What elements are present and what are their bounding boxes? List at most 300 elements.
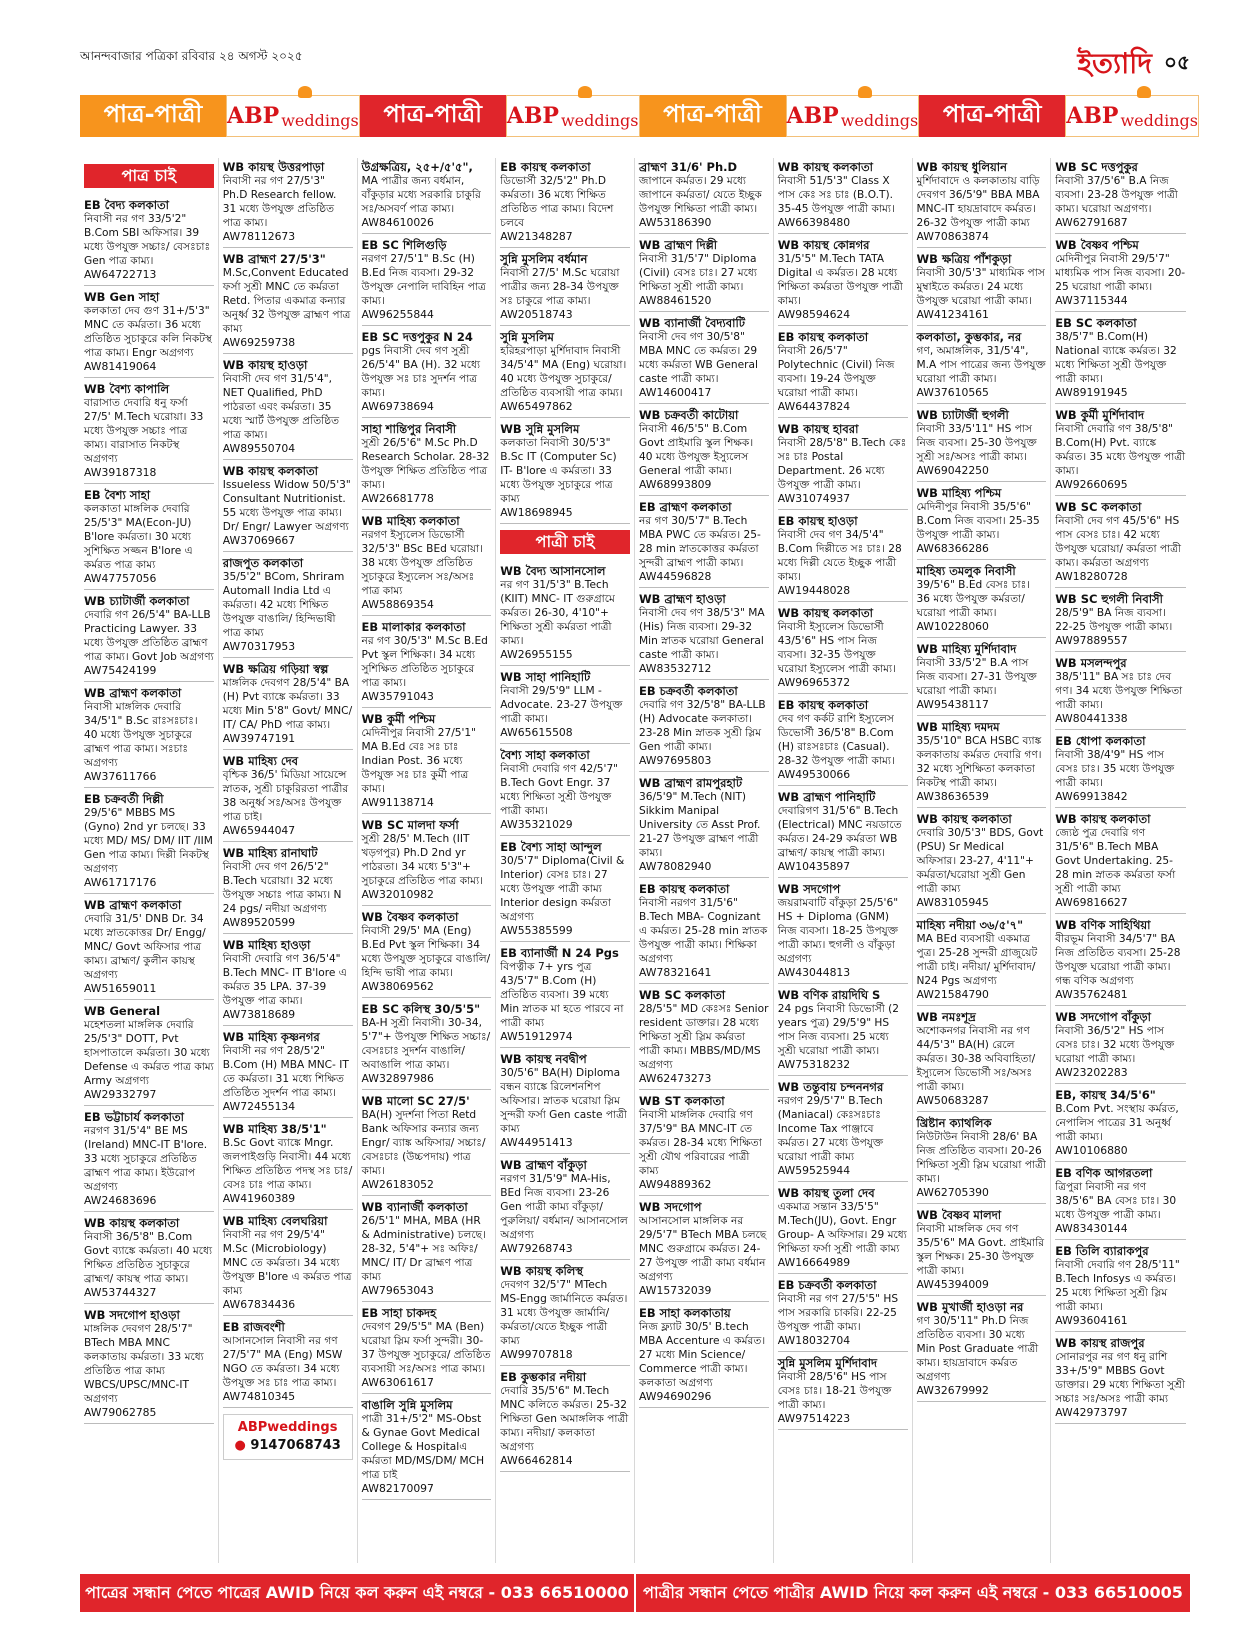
- classified-ad: [1055, 916, 1186, 1006]
- ad-code: AW32010982: [361, 888, 434, 901]
- ad-title: WB ব্রাহ্মণ রামপুরহাট: [639, 776, 743, 790]
- ad-body: M.Sc,Convent Educated ফর্সা সুশ্রী MNC তে কর্মরতা Retd. পিতার একমাত্র কন্যার অনুর্ধ্ব 32 উপযুক্ত ব্রাহ্মণ পাত্র কাম্য: [222, 267, 351, 335]
- classified-ad: [84, 486, 214, 590]
- classified-ad: [917, 484, 1047, 560]
- ad-body: নর গণ 30/5'7" B.Tech MBA PWC তে কর্মরত। 25-28 min স্নাতকোত্তর কর্মরতা সুন্দরী ব্রাহ্মণ পাত্রী কাম্য।: [639, 515, 761, 569]
- ad-body: MA BEd ব্যবসায়ী একমাত্র পুত্র। 25-28 সুন্দরী গ্রাজুয়েট পাত্রী চাই। নদীয়া/ মুর্শিদাবাদ/ N24 Pgs অগ্রগণ্য: [916, 933, 1038, 987]
- classified-ad: [639, 236, 769, 312]
- ad-body: হরিহরপাড়া মুর্শিদাবাদ নিবাসী 34/5'4" MA (Eng) ঘরোয়া। 40 মধ্যে উপযুক্ত সুচাকুরে/ প্রতিষ্ঠিত ব্যবসায়ী পাত্র কাম্য।: [500, 345, 627, 399]
- banner-block: [80, 95, 360, 137]
- ad-code: AW18032704: [777, 1334, 851, 1347]
- classified-ad: [362, 512, 492, 616]
- footer-groom-contact: পাত্রের সন্ধান পেতে পাত্রের AWID নিয়ে কল করুন এই নম্বরে - 033 66510000: [85, 1582, 629, 1602]
- ad-code: AW26955155: [500, 648, 573, 661]
- ad-body: নিবাসী দেবারি গণ 28/5'11" B.Tech Infosys এ কর্মরত। 25 মধ্যে শিক্ষিতা সুশ্রী স্লিম পাত্রী কাম্য।: [1055, 1259, 1180, 1313]
- ad-title: EB চক্রবর্তী কলকাতা: [639, 684, 738, 698]
- classified-ad: [778, 236, 908, 326]
- ad-title: EB কায়স্থ কলকাতা: [777, 698, 869, 712]
- ad-code: AW44951413: [500, 1136, 573, 1149]
- ad-title: WB বণিক সাহিথিয়া: [1055, 918, 1151, 932]
- ad-title: উগ্রক্ষত্রিয়, ২৫+/৫'৫",: [361, 160, 473, 174]
- classified-ad: [639, 406, 769, 496]
- butterfly-icon: [1137, 86, 1151, 98]
- ad-code: AW31074937: [777, 492, 851, 505]
- ad-code: AW61717176: [84, 876, 157, 889]
- ad-title: EB ভট্টাচার্য কলকাতা: [84, 1110, 184, 1124]
- classified-ad: [500, 158, 630, 248]
- ad-body: গণ, অমাঙ্গলিক, 31/5'4", M.A পাস পাত্রের জন্য উপযুক্ত ঘরোয়া পাত্রী কাম্য।: [916, 345, 1046, 385]
- classified-ad: [223, 1318, 353, 1408]
- classified-ad: [639, 774, 769, 878]
- ad-body: পাত্রী 31+/5'2" MS-Obst & Gynae Govt Medical College & Hospitalএ কর্মরতা MD/MS/DM/ MCH পাত্র চাই: [361, 1413, 485, 1481]
- ad-title: WB বণিক রায়দিঘি S: [777, 988, 881, 1002]
- ad-code: AW79268743: [500, 1242, 573, 1255]
- ad-code: AW67834436: [222, 1298, 296, 1311]
- ad-code: AW91138714: [361, 796, 434, 809]
- ad-code: AW10435897: [777, 860, 851, 873]
- ad-body: মুর্শিদাবাদে ও কলকাতায় বাড়ি দেবগণ 36/5'9" BBA MBA MNC-IT হায়দ্রাবাদে কর্মরত। 26-32 উপযুক্ত পাত্রী কাম্য: [916, 175, 1040, 229]
- ad-title: WB কায়স্থ ধুলিয়ান: [916, 160, 1008, 174]
- ad-title: WB ব্রাহ্মণ হাওড়া: [639, 592, 726, 606]
- classified-ad: [223, 554, 353, 658]
- ad-body: কলকাতা দেব গুণ 31+/5'3" MNC তে কর্মরতা। 36 মধ্যে প্রতিষ্ঠিত সুচাকুরে কলি নিকটস্থ পাত্র কাম্য। Engr অগ্রগণ্য: [84, 305, 213, 359]
- ad-body: নর গণ 30/5'3" M.Sc B.Ed Pvt স্কুল শিক্ষিকা। 34 মধ্যে সুশিক্ষিত প্রতিষ্ঠিত সুচাকুরে পাত্র কাম্য।: [361, 635, 488, 689]
- ad-code: AW65615508: [500, 726, 573, 739]
- ad-column: [913, 158, 1052, 1563]
- ad-code: AW66462814: [500, 1454, 573, 1467]
- ad-title: ব্রাহ্মণ 31/6' Ph.D: [639, 160, 738, 174]
- classified-ad: [1055, 810, 1186, 914]
- ad-code: AW10106880: [1055, 1144, 1128, 1157]
- ad-body: নিবাসী দেবারি গণ 36/5'4" B.Tech MNC- IT B'lore এ কর্মরত 35 LPA. 37-39 উপযুক্ত পাত্র কাম্য।: [222, 953, 347, 1007]
- ad-code: AW35321029: [500, 818, 573, 831]
- ad-title: WB সুন্নি মুসলিম: [500, 422, 580, 436]
- ad-title: WB সদগোপ হাওড়া: [84, 1308, 180, 1322]
- classified-ad: [639, 880, 769, 984]
- ad-code: AW82170097: [361, 1482, 434, 1495]
- ad-title: WB বৈশ্য কাপালি: [84, 382, 170, 396]
- ad-title: WB মাহিষ্য কৃষ্ণনগর: [222, 1030, 320, 1044]
- ad-column: [80, 158, 219, 1563]
- banner-block: [360, 95, 640, 137]
- ad-title: WB কায়স্থ কলকাতা: [777, 606, 873, 620]
- ad-body: BA(H) সুদর্শনা পিতা Retd Bank অফিসার কন্যার জন্য Engr/ ব্যাঙ্ক অফিসার/ সচ্চাঃ/ বেসঃচাঃ (উচ্চপদায়) পাত্র কাম্য।: [361, 1109, 486, 1177]
- classified-columns: [80, 158, 1190, 1563]
- ad-title: WB SC মালদা ফর্সা: [361, 818, 459, 832]
- ad-title: EB তিলি ব্যারাকপুর: [1055, 1244, 1149, 1258]
- ad-column: [635, 158, 774, 1563]
- classified-ad: [223, 660, 353, 750]
- ad-body: সোনারপুর নর গণ ধনু রাশি 33+/5'9" MBBS Govt ডাক্তার। 29 মধ্যে শিক্ষিতা সুশ্রী সচ্চাঃ সঃ/অসঃ পাত্রী কাম্য: [1055, 1351, 1186, 1405]
- ad-body: জ্যেষ্ঠ পুত্র দেবারি গণ 31/5'6" B.Tech MBA Govt Undertaking. 25-28 min স্নাতক কর্মরতা ফর্সা সুশ্রী পাত্রী কাম্য: [1055, 827, 1176, 895]
- ad-body: ডিভোর্সী 32/5'2" Ph.D কর্মরতা। 36 মধ্যে শিক্ষিত প্রতিষ্ঠিত পাত্র কাম্য। বিদেশ চলবে: [500, 175, 614, 229]
- ad-code: AW18280728: [1055, 570, 1128, 583]
- ad-title: EB SC দত্তপুকুর N 24: [361, 330, 473, 344]
- classified-ad: [1055, 1334, 1186, 1424]
- ad-body: নিবাসী ইস্যুলেস ডিভোর্সী 43/5'6" HS পাস নিজ ব্যবসা। 32-35 উপযুক্ত ঘরোয়া ইস্যুলেস পাত্রী কাম্য।: [777, 621, 896, 675]
- classified-ad: [639, 590, 769, 680]
- classified-ad: [1055, 1164, 1186, 1240]
- classified-ad: [362, 158, 492, 234]
- ad-body: নিবাসী 51/5'3" Class X পাস কেঃ সঃ চাঃ (B.O.T). 35-45 উপযুক্ত পাত্রী কাম্য।: [777, 175, 895, 215]
- classified-ad: [1055, 1086, 1186, 1162]
- ad-body: মেদিনীপুর নিবাসী 29/5'7" মাধ্যমিক পাস নিজ ব্যবসা। 20-25 ঘরোয়া পাত্রী কাম্য।: [1055, 253, 1186, 293]
- ad-code: AW78321641: [639, 966, 712, 979]
- ad-title: WB চক্রবর্তী কাটোয়া: [639, 408, 739, 422]
- classified-ad: [639, 1198, 769, 1302]
- classified-ad: [223, 1028, 353, 1118]
- ad-body: নিবাসী 29/5' MA (Eng) B.Ed Pvt স্কুল শিক্ষিকা। 34 মধ্যে উপযুক্ত সুচাকুরে বাঙালি/ হিন্দি ভাষী পাত্র কাম্য।: [361, 925, 491, 979]
- ad-title: মাহিষ্য তমলুক নিবাসী: [916, 564, 1016, 578]
- classified-ad: [778, 986, 908, 1076]
- footer-bride-contact: পাত্রীর সন্ধান পেতে পাত্রীর AWID নিয়ে কল করুন এই নম্বরে - 033 66510005: [634, 1574, 1190, 1612]
- ad-code: AW65944047: [222, 824, 296, 837]
- classified-ad: [917, 718, 1047, 808]
- ad-code: AW70863874: [916, 230, 989, 243]
- ad-title: WB SC দত্তপুকুর: [1055, 160, 1138, 174]
- ad-title: EB বৈশ্য সাহা: [84, 488, 151, 502]
- ad-code: AW29332797: [84, 1088, 157, 1101]
- classified-ad: [639, 314, 769, 404]
- ad-body: দেবগণ 32/5'7" MTech MS-Engg জার্মানিতে কর্মরত। 31 মধ্যে উপযুক্ত জার্মানি/কর্মরতা/যেতে ইচ্ছুক পাত্রী কাম্য: [500, 1279, 628, 1347]
- classified-ad: [500, 250, 630, 326]
- classified-ad: [84, 684, 214, 788]
- ad-body: 31/5'5" M.Tech TATA Digital এ কর্মরত। 28 মধ্যে শিক্ষিতা কর্মরতা উপযুক্ত পাত্রী কাম্য।: [777, 253, 903, 307]
- ad-code: AW78082940: [639, 860, 712, 873]
- ad-code: AW79653043: [361, 1284, 434, 1297]
- ad-code: AW94889362: [639, 1178, 712, 1191]
- ad-code: AW32897986: [361, 1072, 434, 1085]
- ad-title: EB ধোপা কলকাতা: [1055, 734, 1146, 748]
- ad-body: নিবাসী দেব গণ 30/5'8" MBA MNC তে কর্মরত। 29 মধ্যে কর্মরতা WB General caste পাত্রী কাম্য।: [639, 331, 758, 385]
- ad-body: সুশ্রী 28/5' M.Tech (IIT খড়গপুর) Ph.D 2nd yr পাঠরতা। 34 মধ্যে 5'3"+ সুচাকুরে প্রতিষ্ঠিত পাত্র কাম্য।: [361, 833, 483, 887]
- classified-ad: [917, 1008, 1047, 1112]
- ad-code: AW80441338: [1055, 712, 1128, 725]
- ad-body: নিবাসী দেব গণ 38/5'3" MA (His) নিজ ব্যবসা। 29-32 Min স্নাতক ঘরোয়া General caste পাত্রী কাম্য।: [639, 607, 765, 661]
- ad-title: WB কায়স্থ কলকাতা: [84, 1216, 180, 1230]
- classified-ad: [362, 1396, 492, 1500]
- classified-ad: [500, 838, 630, 942]
- ad-body: জাপানে কর্মরত। 29 মধ্যে জাপানে কর্মরতা/ যেতে ইচ্ছুক উপযুক্ত শিক্ষিতা পাত্রী কাম্য।: [639, 175, 762, 215]
- ad-code: AW21348287: [500, 230, 573, 243]
- ad-code: AW88461520: [639, 294, 712, 307]
- contact-phone: ● 9147068743: [230, 1439, 346, 1453]
- ad-title: EB রাজবংশী: [222, 1320, 285, 1334]
- ad-title: সুন্নি মুসলিম: [500, 330, 554, 344]
- ad-body: নরগণ 27/5'1" B.Sc (H) B.Ed নিজ ব্যবসা। 29-32 উপযুক্ত নেপালি দাবিহিন পাত্র কাম্য।: [361, 253, 486, 307]
- ad-body: নিবাসী 30/5'3" মাধ্যমিক পাস মুম্বাইতে কর্মরত। 24 মধ্যে উপযুক্ত ঘরোয়া পাত্রী কাম্য।: [916, 267, 1045, 307]
- classified-ad: [84, 1306, 214, 1424]
- classified-ad: [778, 788, 908, 878]
- ad-title: WB মসলন্দপুর: [1055, 656, 1127, 670]
- ad-body: BA-H সুশ্রী নিবাসী। 30-34, 5'7"+ উপযুক্ত শিক্ষিত সচ্চাঃ/বেসঃচাঃ সুদর্শন বাঙালি/অবাঙালি পাত্র কাম্য।: [361, 1017, 491, 1071]
- ad-body: 30/5'7" Diploma(Civil & Interior) বেসঃ চাঃ। 27 মধ্যে উপযুক্ত পাত্রী কাম্য Interior design কর্মরতা অগ্রগণ্য: [500, 855, 625, 923]
- ad-title: WB মাহিষ্য দেব: [222, 754, 299, 768]
- page-number: ০৫: [1164, 50, 1190, 74]
- ad-body: নিবাসী 28/5'8" B.Tech কেঃ সঃ চাঃ Postal Department. 26 মধ্যে উপযুক্ত পাত্রী কাম্য।: [777, 437, 907, 491]
- ad-title: WB মাহিষ্য কলকাতা: [361, 514, 460, 528]
- ad-title: বৈশ্য সাহা কলকাতা: [500, 748, 590, 762]
- classified-ad: [500, 1368, 630, 1472]
- ad-title: WB মাহিষ্য 38/5'1": [222, 1122, 327, 1136]
- classified-ad: [84, 592, 214, 682]
- ad-code: AW59525944: [777, 1164, 851, 1177]
- butterfly-icon: [578, 86, 592, 98]
- ad-code: AW37069667: [222, 534, 296, 547]
- ad-code: AW94690296: [639, 1390, 712, 1403]
- abp-weddings-logo: ABP weddings: [226, 95, 360, 137]
- ad-code: AW37610565: [916, 386, 989, 399]
- classified-ad: [778, 328, 908, 418]
- ad-body: 24 pgs নিবাসী ডিভোর্সী (2 years পুত্র) 29/5'9" HS পাস নিজ ব্যবসা। 25 মধ্যে সুশ্রী ঘরোয়া পাত্রী কাম্য।: [777, 1003, 899, 1057]
- ad-title: WB নমঃশূদ্র: [916, 1010, 976, 1024]
- ad-body: 38/5'7" B.Com(H) National ব্যাঙ্কে কর্মরত। 32 মধ্যে শিক্ষিতা সুশ্রী উপযুক্ত পাত্রী কাম্য।: [1055, 331, 1177, 385]
- ad-body: আসানসোল নিবাসী নর গণ 27/5'7" MA (Eng) MSW NGO তে কর্মরতা। 34 মধ্যে উপযুক্ত সঃ চাঃ পাত্র কাম্য।: [222, 1335, 343, 1389]
- ad-title: WB বৈদ্য আসানসোল: [500, 564, 606, 578]
- ad-code: AW83532712: [639, 662, 712, 675]
- classified-ad: [1055, 158, 1186, 234]
- ad-title: EB কায়স্থ কলকাতা: [777, 330, 869, 344]
- ad-body: 28/5'9" BA নিজ ব্যবসা। 22-25 উপযুক্ত পাত্রী কাম্য।: [1055, 607, 1173, 633]
- ad-code: AW62791687: [1055, 216, 1128, 229]
- ad-code: AW97889557: [1055, 634, 1128, 647]
- ad-body: বীরভূম নিবাসী 34/5'7" BA নিজ প্রতিষ্ঠিত ব্যবসা। 25-28 উপযুক্ত ঘরোয়া পাত্রী কাম্য। গন্ধ বণিক অগ্রগণ্য: [1055, 933, 1181, 987]
- banner-label: পাত্র-পাত্রী: [919, 95, 1065, 137]
- classified-ad: [84, 196, 214, 286]
- abp-weddings-contact: [223, 1414, 353, 1460]
- ad-code: AW37115344: [1055, 294, 1128, 307]
- ad-body: নিবাসী 37/5'6" B.A নিজ ব্যবসা। 23-28 উপযুক্ত পাত্রী কাম্য। ঘরোয়া অগ্রগণ্য।: [1055, 175, 1178, 215]
- classified-ad: [223, 752, 353, 842]
- ad-column: [1051, 158, 1190, 1563]
- ad-code: AW51659011: [84, 982, 157, 995]
- ad-title: WB সদগোপ: [777, 882, 841, 896]
- ad-code: AW75318232: [777, 1058, 851, 1071]
- classified-ad: [1055, 590, 1186, 652]
- classified-ad: [500, 1262, 630, 1366]
- ad-body: নিবাসী 31/5'7" Diploma (Civil) বেসঃ চাঃ। 27 মধ্যে শিক্ষিতা সুশ্রী পাত্রী কাম্য।: [639, 253, 757, 293]
- ad-code: AW89550704: [222, 442, 296, 455]
- ad-title: WB সদগোপ বাঁকুড়া: [1055, 1010, 1151, 1024]
- ad-title: WB ব্রাহ্মণ কলকাতা: [84, 686, 182, 700]
- ad-code: AW55385599: [500, 924, 573, 937]
- classified-ad: [223, 1120, 353, 1210]
- ad-body: নিবাসী 38/4'9" HS পাস বেসঃ চাঃ। 35 মধ্যে উপযুক্ত পাত্রী কাম্য।: [1055, 749, 1175, 789]
- ad-title: WB বৈষ্ণব কলকাতা: [361, 910, 459, 924]
- ad-title: WB ব্রাহ্মণ বাঁকুড়া: [500, 1158, 587, 1172]
- ad-title: WB ক্ষত্রিয় পাঁশকুড়া: [916, 252, 1012, 266]
- ad-code: AW84610026: [361, 216, 434, 229]
- classified-ad: [778, 420, 908, 510]
- classified-ad: [500, 668, 630, 744]
- ad-code: AW58869354: [361, 598, 434, 611]
- abp-weddings-logo-text: ABPweddings: [237, 1420, 338, 1435]
- ad-title: WB কায়স্থ নবদ্বীপ: [500, 1052, 587, 1066]
- ad-code: AW23202283: [1055, 1066, 1128, 1079]
- ad-title: WB কায়স্থ উত্তরপাড়া: [222, 160, 325, 174]
- ad-title: সুন্নি মুসলিম মুর্শিদাবাদ: [777, 1356, 878, 1370]
- ad-column: [774, 158, 913, 1563]
- ad-body: নিবাসী 36/5'2" HS পাস বেসঃ চাঃ। 32 মধ্যে উপযুক্ত ঘরোয়া পাত্রী কাম্য।: [1055, 1025, 1175, 1065]
- ad-body: দেবারি 30/5'3" BDS, Govt (PSU) Sr Medical অফিসার। 23-27, 4'11"+ কর্মরতা/ঘরোয়া সুশ্রী Gen পাত্রী কাম্য: [916, 827, 1044, 895]
- ad-title: WB কায়স্থ তুলা দেব: [777, 1186, 875, 1200]
- ad-title: WB চ্যাটার্জী হুগলী: [916, 408, 1009, 422]
- ad-title: WB ST কলকাতা: [639, 1094, 725, 1108]
- ad-body: নিবাসী নর গণ 27/5'3" Ph.D Research fellow. 31 মধ্যে উপযুক্ত প্রতিষ্ঠিত পাত্র কাম্য।: [222, 175, 337, 229]
- ad-code: AW69913842: [1055, 790, 1128, 803]
- classified-ad: [500, 944, 630, 1048]
- classified-ad: [362, 236, 492, 326]
- ad-body: MA পাত্রীর জন্য বর্ধমান, বাঁকুড়ার মধ্যে সরকারি চাকুরি সঃ/অসবর্ণ পাত্র কাম্য।: [361, 175, 481, 215]
- ad-body: ত্রিপুরা নিবাসী নর গণ 38/5'6" BA বেসঃ চাঃ। 30 মধ্যে উপযুক্ত পাত্রী কাম্য।: [1055, 1181, 1177, 1221]
- ad-title: WB কায়স্থ কলকাতা: [1055, 812, 1151, 826]
- ad-body: B.Sc Govt ব্যাঙ্কে Mngr. জলপাইগুড়ি নিবাসী। 44 মধ্যে শিক্ষিত প্রতিষ্ঠিত পদস্থ সঃ চাঃ/বেসঃ চাঃ পাত্র কাম্য।: [222, 1137, 353, 1191]
- ad-body: দেবারি 35/5'6" M.Tech MNC কলিতে কর্মরত। 25-32 শিক্ষিতা Gen অমাঙ্গলিক পাত্রী কাম্য। নদীয়া/ কলকাতা অগ্রগণ্য: [500, 1385, 629, 1453]
- ad-body: নিবাসী দেব গণ 34/5'4" B.Com দিল্লীতে সঃ চাঃ। 28 মধ্যে দিল্লী যেতে ইচ্ছুক পাত্রী কাম্য।: [777, 529, 902, 583]
- ad-code: AW66398480: [777, 216, 851, 229]
- ad-title: WB মালো SC 27/5': [361, 1094, 470, 1108]
- ad-title: WB কায়স্থ কলকাতা: [777, 160, 873, 174]
- classified-ad: [778, 1078, 908, 1182]
- ad-body: Issueless Widow 50/5'3" Consultant Nutritionist. 55 মধ্যে উপযুক্ত পাত্র কাম্য। Dr/ Engr/ Lawyer অগ্রগণ্য: [222, 479, 351, 533]
- ad-code: AW50683287: [916, 1094, 989, 1107]
- classified-ad: [362, 710, 492, 814]
- ad-body: নিবাসী নর গণ 28/5'2" B.Com (H) MBA MNC- IT তে কর্মরতা। 31 মধ্যে শিক্ষিত প্রতিষ্ঠিত সুদর্শন পাত্র কাম্য।: [222, 1045, 349, 1099]
- ad-body: 35/5'2" BCom, Shriram Automall India Ltd এ কর্মরতা। 42 মধ্যে শিক্ষিত উপযুক্ত বাঙালি/ হিন্দিভাষী পাত্র কাম্য: [222, 571, 345, 639]
- masthead: আনন্দবাজার পত্রিকা রবিবার ২৪ অগস্ট ২০২৫: [80, 49, 303, 63]
- ad-body: pgs নিবাসী দেব গণ সুশ্রী 26/5'4" BA (H). 32 মধ্যে উপযুক্ত সঃ চাঃ সুদর্শন পাত্র কাম্য।: [361, 345, 481, 399]
- ad-body: কলকাতা নিবাসী 30/5'3" B.Sc IT (Computer Sc) IT- B'lore এ কর্মরতা। 33 মধ্যে উপযুক্ত সুচাকুরে পাত্র কাম্য: [500, 437, 617, 505]
- ad-code: AW93604161: [1055, 1314, 1128, 1327]
- ad-title: EB চক্রবর্তী দিল্লী: [84, 792, 164, 806]
- ad-body: মেদিনীপুর নিবাসী 35/5'6" B.Com নিজ ব্যবসা। 25-35 উপযুক্ত পাত্রী কাম্য।: [916, 501, 1040, 541]
- ad-code: AW39747191: [222, 732, 296, 745]
- classified-ad: [84, 790, 214, 894]
- ad-title: WB মাহিষ্য হাওড়া: [222, 938, 311, 952]
- classified-ad: [1055, 654, 1186, 730]
- ad-body: নিবাসী 36/5'8" B.Com Govt ব্যাঙ্কে কর্মরতা। 40 মধ্যে শিক্ষিত প্রতিষ্ঠিত সুচাকুরে ব্রাহ্মণ/ কায়স্থ পাত্র কাম্য।: [84, 1231, 213, 1285]
- ad-code: AW73818689: [222, 1008, 296, 1021]
- ad-title: রাজপুত কলকাতা: [222, 556, 304, 570]
- classified-ad: [362, 328, 492, 418]
- ad-body: B.Com Pvt. সংস্থায় কর্মরত, নেপালিস পাত্রের 31 অনুর্ধ্ব পাত্রী কাম্য।: [1055, 1103, 1179, 1143]
- ad-body: নরগণ 31/5'9" MA-His, BEd নিজ ব্যবসা। 23-26 Gen পাত্রী কাম্য বাঁকুড়া/ পুরুলিয়া/ বর্ধমান/ আসানসোল অগ্রগণ্য: [500, 1173, 628, 1241]
- ad-body: নিবাসী 27/5' M.Sc ঘরোয়া পাত্রীর জন্য 28-34 উপযুক্ত সঃ চাকুরে পাত্র কাম্য।: [500, 267, 620, 307]
- ad-body: নিবাসী দেব গণ 26/5'2" B.Tech ঘরোয়া। 32 মধ্যে উপযুক্ত সচ্চাঃ পাত্র কাম্য। N 24 pgs/ নদীয়া অগ্রগণ্য: [222, 861, 342, 915]
- ad-title: WB ব্যানার্জী কলকাতা: [361, 1200, 468, 1214]
- classified-ad: [84, 896, 214, 1000]
- ad-code: AW47757056: [84, 572, 157, 585]
- classified-ad: [362, 1092, 492, 1196]
- ad-code: AW20518743: [500, 308, 573, 321]
- ad-body: অশোকনগর নিবাসী নর গণ 44/5'3" BA(H) রেলে কর্মরত। 30-38 অবিবাহিতা/ ইস্যুলেস ডিভোর্সী সঃ/অসঃ পাত্রী কাম্য।: [916, 1025, 1036, 1093]
- ad-title: WB কায়স্থ হাবরা: [777, 422, 859, 436]
- ad-title: EB SC কলকাতা: [1055, 316, 1137, 330]
- ad-body: আসানসোল মাঙ্গলিক নর 29/5'7" BTech MBA চলছে MNC গুরুগ্রামে কর্মরত। 24-27 উপযুক্ত পাত্রী কাম্য বর্ধমান অগ্রগণ্য: [639, 1215, 767, 1283]
- ad-body: নিউটাউন নিবাসী 28/6' BA নিজ প্রতিষ্ঠিত ব্যবসা। 20-26 শিক্ষিতা সুশ্রী স্লিম ঘরোয়া পাত্রী কাম্য।: [916, 1131, 1046, 1185]
- ad-body: নিবাসী 33/5'11" HS পাস নিজ ব্যবসা। 25-30 উপযুক্ত সুশ্রী সঃ/অসঃ পাত্রী কাম্য।: [916, 423, 1037, 463]
- ad-code: AW83430144: [1055, 1222, 1128, 1235]
- ad-body: 38/5'11" BA সঃ চাঃ দেব গণ। 34 মধ্যে উপযুক্ত শিক্ষিতা পাত্রী কাম্য।: [1055, 671, 1183, 711]
- ad-title: EB কায়স্থ হাওড়া: [777, 514, 858, 528]
- ad-code: AW21584790: [916, 988, 989, 1001]
- ad-body: নিবাসী 26/5'7" Polytechnic (Civil) নিজ ব্যবসা। 19-24 উপযুক্ত ঘরোয়া পাত্রী কাম্য।: [777, 345, 895, 399]
- ad-title: WB মুখার্জী হাওড়া নর: [916, 1300, 1024, 1314]
- footer-bar: [80, 1574, 1190, 1612]
- ad-code: AW81419064: [84, 360, 157, 373]
- ad-code: AW97514223: [777, 1412, 851, 1425]
- ad-body: নরগণ ইস্যুলেস ডিভোর্সী 32/5'3" BSc BEd ঘরোয়া। 38 মধ্যে উপযুক্ত প্রতিষ্ঠিত সুচাকুরে ইস্যুলেস সঃ/অসঃ পাত্র কাম্য: [361, 529, 484, 597]
- classified-ad: [917, 406, 1047, 482]
- banner-block: [919, 95, 1199, 137]
- ad-title: EB বণিক আগরতলা: [1055, 1166, 1153, 1180]
- ad-body: দেবারি 31/5' DNB Dr. 34 মধ্যে স্নাতকোত্তর Dr/ Engg/ MNC/ Govt অফিসার পাত্র কাম্য। ব্রাহ্মণ/ কুলীন কায়স্থ অগ্রগণ্য: [84, 913, 206, 981]
- ad-body: 35/5'10" BCA HSBC ব্যাঙ্ক কলকাতায় কর্মরত দেবারি গণ। 32 মধ্যে সুশিক্ষিতা কলকাতা নিকটস্থ পাত্রী কাম্য।: [916, 735, 1042, 789]
- ad-code: AW69042250: [916, 464, 989, 477]
- classified-ad: [500, 420, 630, 524]
- ad-code: AW38069562: [361, 980, 434, 993]
- banner-label: পাত্র-পাত্রী: [80, 95, 226, 137]
- ad-code: AW41234161: [916, 308, 989, 321]
- ad-code: AW97695803: [639, 754, 712, 767]
- ad-body: মাঙ্গলিক দেবগণ 28/5'7" BTech MBA MNC কলকাতায় কর্মরতা। 33 মধ্যে প্রতিষ্ঠিত পাত্র কাম্য WBCS/UPSC/MNC-IT অগ্রগণ্য: [84, 1323, 204, 1405]
- classified-ad: [223, 158, 353, 248]
- ad-code: AW53744327: [84, 1286, 157, 1299]
- ad-title: WB মাহিষ্য দমদম: [916, 720, 1000, 734]
- ad-title: WB বৈষ্ণব মালদা: [916, 1208, 1002, 1222]
- ad-code: AW26681778: [361, 492, 434, 505]
- ad-title: WB ব্যানার্জী বৈদ্যবাটি: [639, 316, 746, 330]
- banner-label: পাত্র-পাত্রী: [360, 95, 506, 137]
- ad-body: নর গণ 31/5'3" B.Tech (KIIT) MNC- IT গুরুগ্রামে কর্মরত। 26-30, 4'10"+ শিক্ষিতা সুশ্রী কর্মরতা পাত্রী কাম্য।: [500, 579, 615, 647]
- ad-body: জয়রামবাটি বাঁকুড়া 25/5'6" HS + Diploma (GNM) নিজ ব্যবসা। 18-25 উপযুক্ত পাত্রী কাম্য। হুগলী ও বাঁকুড়া অগ্রগণ্য: [777, 897, 899, 965]
- ad-body: 30/5'6" BA(H) Diploma বন্ধন ব্যাঙ্কে রিলেশনশিপ অফিসার। স্নাতক ঘরোয়া স্লিম সুন্দরী ফর্সা Gen caste পাত্রী কাম্য: [500, 1067, 627, 1135]
- butterfly-icon: [858, 86, 872, 98]
- ad-body: নিবাসী দেব গণ 31/5'4", NET Qualified, PhD পাঠরতা এবং কর্মরতা। 35 মধ্যে স্মার্ট উপযুক্ত প্রতিষ্ঠিত পাত্র কাম্য।: [222, 373, 340, 441]
- classified-ad: [362, 1198, 492, 1302]
- banner-block: [640, 95, 920, 137]
- ad-body: বিপত্নীক 7+ yrs পুত্র 43/5'7" B.Com (H) প্রতিষ্ঠিত ব্যবসা। 39 মধ্যে Min স্নাতক মা হতে পারবে না পাত্রী কাম্য: [500, 961, 624, 1029]
- ad-title: EB SC কলিস্থ 30/5'5": [361, 1002, 481, 1016]
- classified-ad: [223, 844, 353, 934]
- ad-title: WB মাহিষ্য বেলঘরিয়া: [222, 1214, 328, 1228]
- ad-title: WB General: [84, 1004, 161, 1018]
- ad-code: AW26183052: [361, 1178, 434, 1191]
- ad-body: 36/5'9" M.Tech (NIT) Sikkim Manipal University তে Asst Prof. 21-27 উপযুক্ত ব্রাহ্মণ পাত্রী কাম্য।: [639, 791, 761, 859]
- ad-code: AW69259738: [222, 336, 296, 349]
- butterfly-icon: [298, 86, 312, 98]
- ad-title: WB ব্রাহ্মণ 27/5'3": [222, 252, 326, 266]
- ad-title: EB সাহা কলকাতায়: [639, 1306, 731, 1320]
- ad-title: সাহা শান্তিপুর নিবাসী: [361, 422, 457, 436]
- ad-body: কলকাতা মাঙ্গলিক দেবারি 25/5'3" MA(Econ-JU) B'lore কর্মরতা। 30 মধ্যে সুশিক্ষিত সজ্জন B'lore এ কর্মরত পাত্র কাম্য: [84, 503, 193, 571]
- ad-body: নিবাসী 33/5'2" B.A পাস নিজ ব্যবসা। 27-31 উপযুক্ত ঘরোয়া পাত্রী কাম্য।: [916, 657, 1037, 697]
- ad-code: AW18698945: [500, 506, 573, 519]
- ad-body: নিবাসী মাঙ্গলিক দেবারি 34/5'1" B.Sc রাঃসঃচাঃ। 40 মধ্যে উপযুক্ত সুচাকুরে ব্রাহ্মণ পাত্র কাম্য। সঃচাঃ অগ্রগণ্য: [84, 701, 198, 769]
- ad-code: AW43044813: [777, 966, 851, 979]
- ad-code: AW37611766: [84, 770, 157, 783]
- ad-code: AW89191945: [1055, 386, 1128, 399]
- ad-body: নিবাসী নর গণ 33/5'2" B.Com SBI অফিসার। 39 মধ্যে উপযুক্ত সচ্চাঃ/ বেসঃচাঃ Gen পাত্র কাম্য।: [84, 213, 211, 267]
- ad-code: AW44596828: [639, 570, 712, 583]
- ad-body: নরগণ 29/5'7" B.Tech (Maniacal) কেঃসঃচাঃ Income Tax পাঞ্জাবে কর্মরত। 27 মধ্যে উপযুক্ত ঘরোয়া পাত্রী কাম্য: [777, 1095, 884, 1163]
- classified-ad: [917, 1206, 1047, 1296]
- ad-code: AW98594624: [777, 308, 851, 321]
- ad-body: দেব গণ কর্কট রাশি ইস্যুলেস ডিভোর্সী 36/5'8" B.Com (H) রাঃসঃচাঃ (Casual). 28-32 উপযুক্ত পাত্রী কাম্য।: [777, 713, 895, 767]
- classified-ad: [639, 158, 769, 234]
- classified-ad: [362, 618, 492, 708]
- ad-body: নিবাসী নর গণ 29/5'4" M.Sc (Microbiology) MNC তে কর্মরতা। 34 মধ্যে উপযুক্ত B'lore এ কর্মরত পাত্র কাম্য: [222, 1229, 352, 1297]
